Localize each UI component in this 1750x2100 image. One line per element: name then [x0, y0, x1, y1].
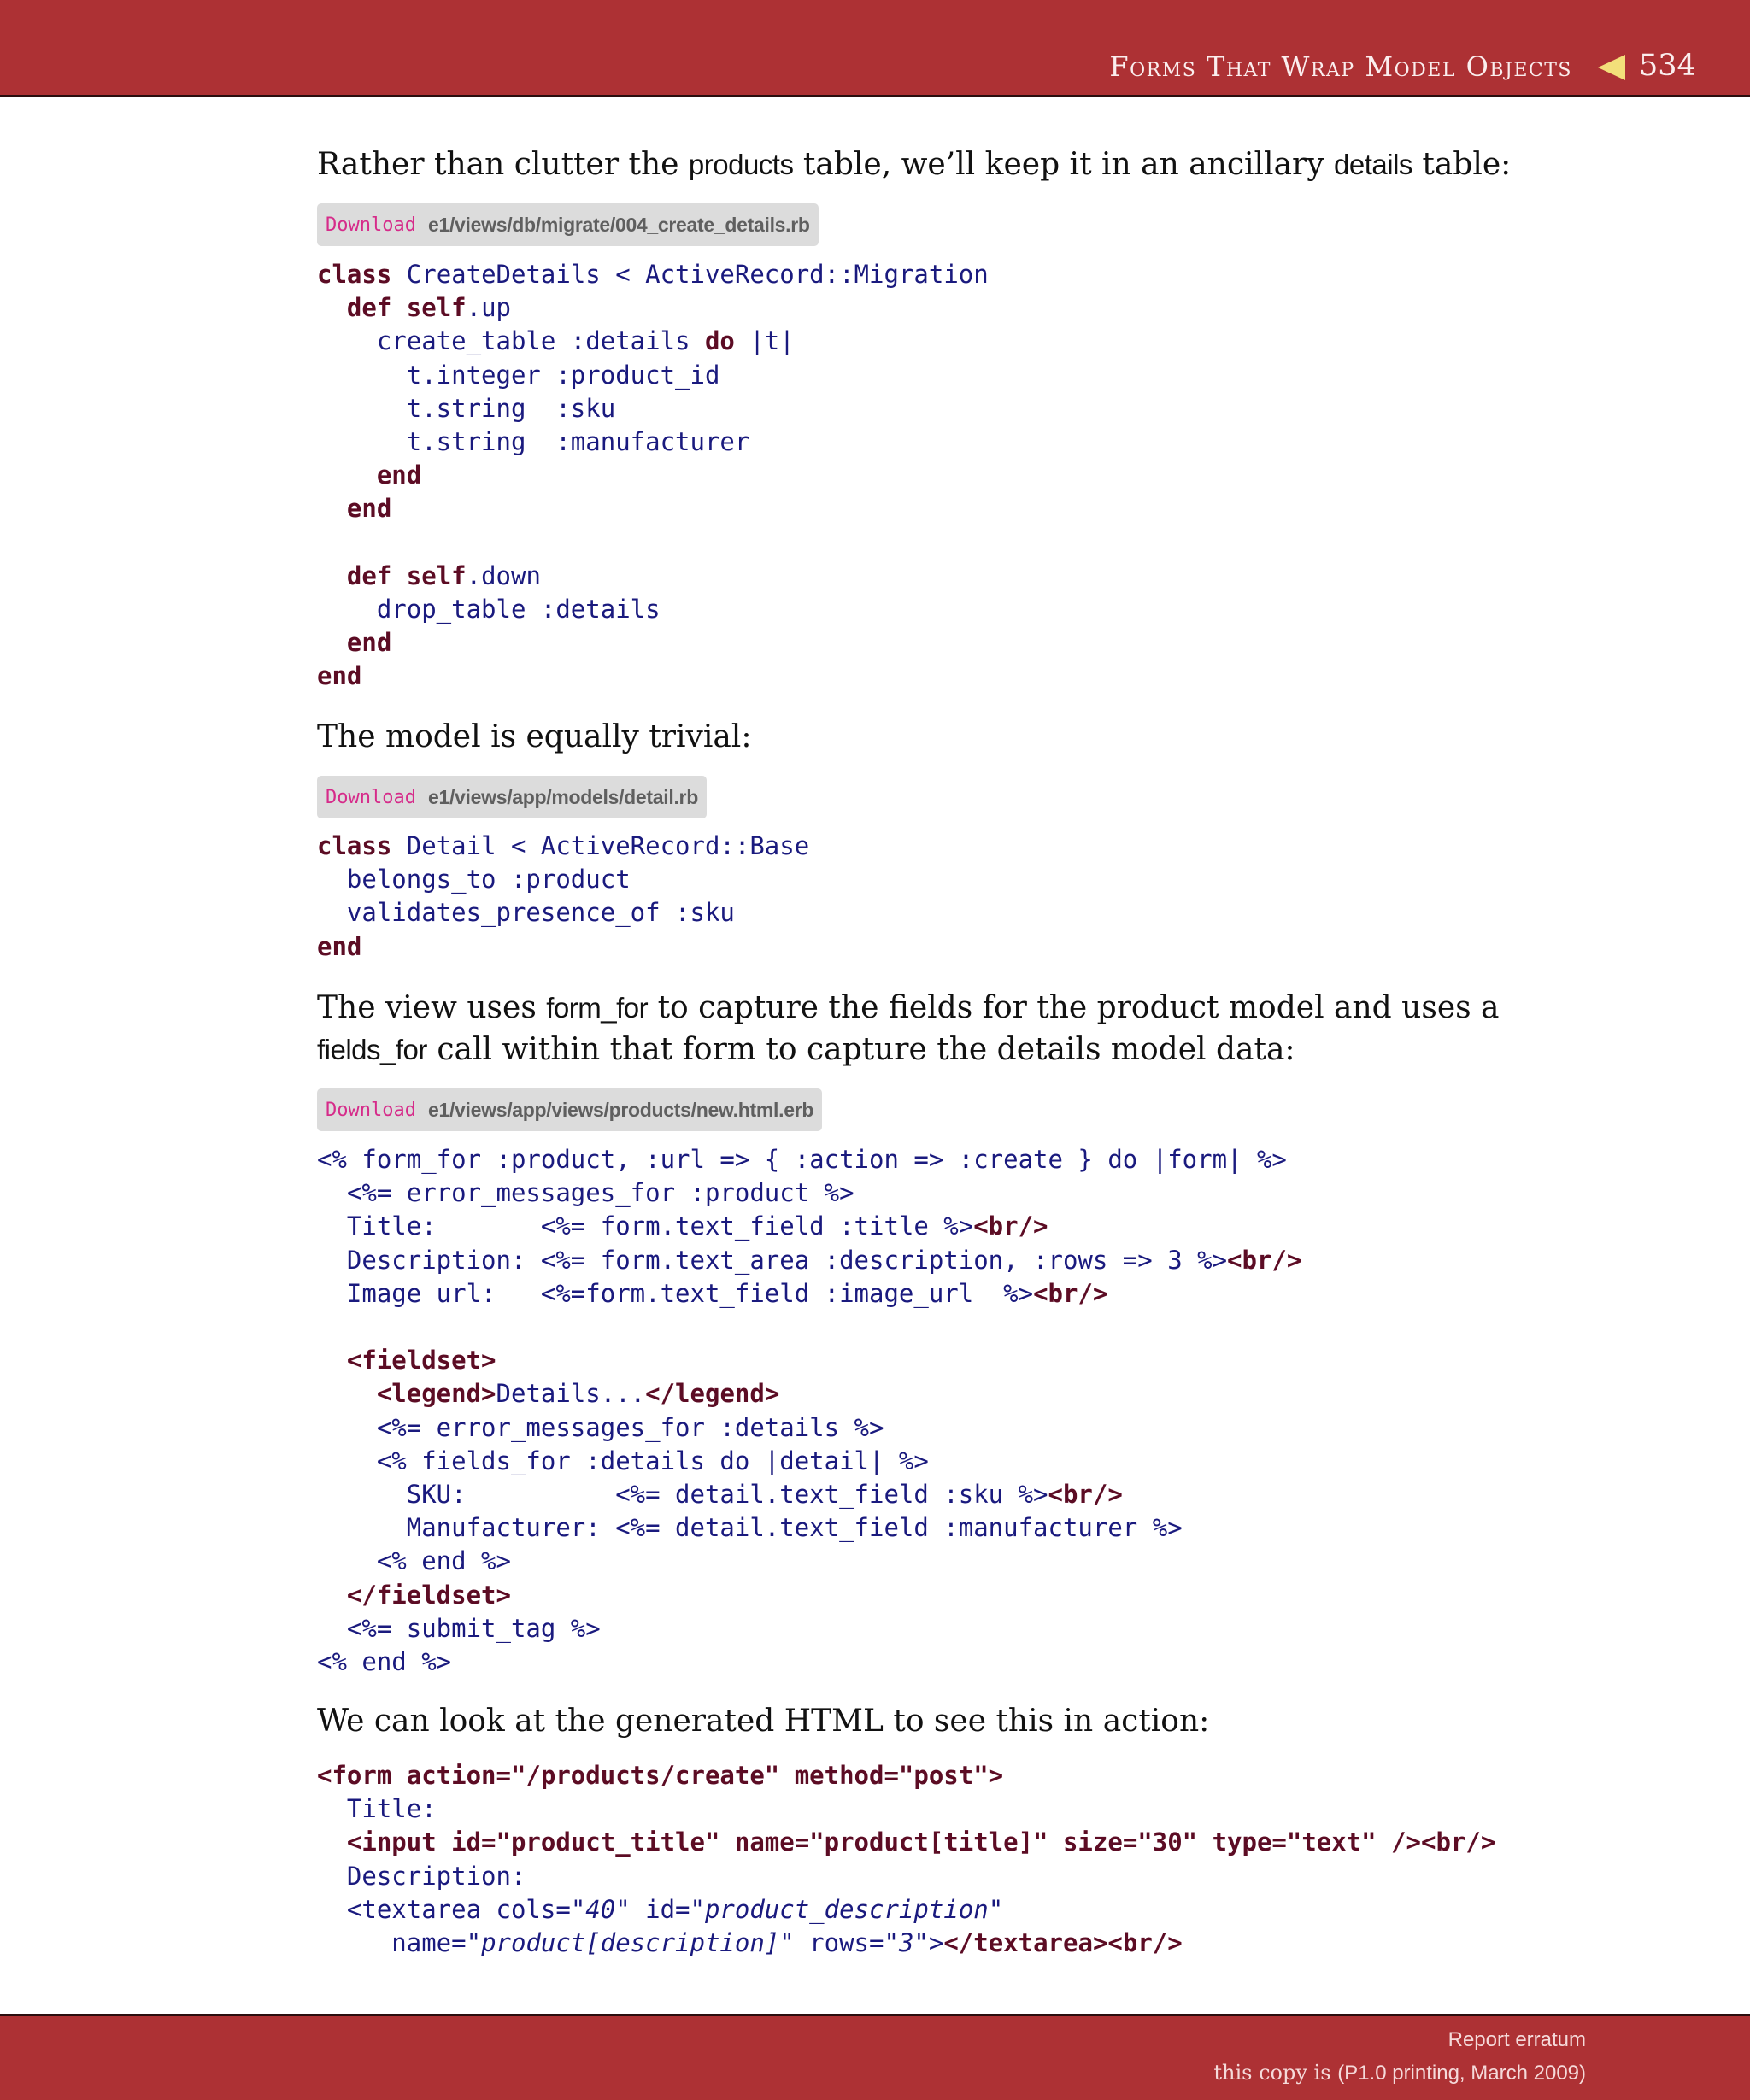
- paragraph-intro: [317, 144, 1512, 185]
- code-line: t.string :manufacturer: [317, 427, 750, 457]
- code-block-view: [317, 1143, 1301, 1679]
- code-line: </fieldset>: [346, 1580, 511, 1610]
- code-line: <% form_for :product, :url => { :action => :create } do |form| %>: [317, 1145, 1287, 1174]
- code-line: <fieldset>: [346, 1346, 496, 1376]
- code-line: validates_presence_of :sku: [317, 898, 735, 928]
- code-line: <%= error_messages_for :product %>: [317, 1178, 854, 1208]
- code-line: <%= error_messages_for :details %>: [317, 1412, 884, 1442]
- text: table:: [1412, 147, 1512, 182]
- text: Rather than clutter the: [317, 147, 689, 182]
- code-line: end: [376, 460, 422, 490]
- back-arrow-icon[interactable]: [1598, 55, 1625, 80]
- report-erratum-link[interactable]: Report erratum: [1448, 2028, 1586, 2051]
- text: to capture the fields for the product model and uses a: [648, 990, 1500, 1025]
- code-block-generated-html: [317, 1759, 1495, 1960]
- inline-code-products: products: [688, 149, 794, 180]
- code-line: <textarea cols="40" id="product_description": [317, 1894, 1004, 1924]
- download-path: e1/views/app/models/detail.rb: [427, 785, 698, 808]
- paragraph-html: We can look at the generated HTML to see this in action:: [317, 1704, 1210, 1739]
- download-bar-model[interactable]: [317, 776, 707, 818]
- code-line: belongs_to :product: [317, 865, 631, 895]
- code-line: [317, 1311, 1301, 1344]
- code-line: Image url: <%=form.text_field :image_url %><br/>: [317, 1278, 1108, 1308]
- code-line: [317, 526, 989, 560]
- download-link[interactable]: Download: [326, 786, 416, 808]
- page-number: 534: [1639, 49, 1696, 83]
- code-line: <legend>Details...</legend>: [376, 1379, 780, 1409]
- text: The view uses: [317, 990, 547, 1025]
- code-line: <%= submit_tag %>: [317, 1613, 601, 1643]
- code-line: Title: <%= form.text_field :title %><br/>: [317, 1211, 1048, 1241]
- inline-code-details: details: [1334, 149, 1412, 180]
- paragraph-model: The model is equally trivial:: [317, 719, 752, 754]
- code-line: end: [317, 661, 362, 691]
- code-line: Title:: [317, 1794, 437, 1824]
- code-line: Description:: [317, 1861, 526, 1891]
- code-line: t.integer :product_id: [317, 360, 720, 390]
- code-line: def self.up: [346, 293, 512, 323]
- code-line: class Detail < ActiveRecord::Base: [317, 831, 810, 860]
- printing-info: (P1.0 printing, March 2009): [1337, 2062, 1586, 2085]
- paragraph-view: [317, 987, 1500, 1071]
- code-line: class CreateDetails < ActiveRecord::Migration: [317, 260, 989, 289]
- code-line: t.string :sku: [317, 393, 616, 423]
- download-path: e1/views/db/migrate/004_create_details.rb: [427, 213, 810, 236]
- code-line: drop_table :details: [317, 595, 661, 625]
- code-line: end: [317, 931, 362, 961]
- download-link[interactable]: Download: [326, 214, 416, 236]
- code-line: create_table :details do |t|: [317, 326, 795, 356]
- text: table, we’ll keep it in an ancillary: [793, 147, 1335, 182]
- page-footer: [0, 2014, 1750, 2100]
- download-bar-view[interactable]: [317, 1088, 822, 1131]
- code-line: <% end %>: [317, 1546, 511, 1576]
- code-line: SKU: <%= detail.text_field :sku %><br/>: [317, 1480, 1123, 1510]
- chapter-title: Forms That Wrap Model Objects: [1109, 50, 1572, 83]
- code-line: Description: <%= form.text_area :description, :rows => 3 %><br/>: [317, 1245, 1302, 1275]
- code-line: <form action="/products/create" method="post">: [317, 1761, 1004, 1790]
- copy-prefix: this copy is: [1213, 2061, 1338, 2085]
- code-line: Manufacturer: <%= detail.text_field :manufacturer %>: [317, 1513, 1183, 1543]
- inline-code-fields-for: fields_for: [317, 1034, 427, 1065]
- code-line: <% end %>: [317, 1647, 452, 1677]
- page-header: [0, 0, 1750, 97]
- text: call within that form to capture the details model data:: [426, 1032, 1295, 1067]
- code-line: end: [346, 494, 392, 524]
- code-line: def self.down: [346, 560, 541, 590]
- download-path: e1/views/app/views/products/new.html.erb: [427, 1098, 814, 1121]
- inline-code-form-for: form_for: [546, 992, 649, 1024]
- code-line: <% fields_for :details do |detail| %>: [317, 1446, 929, 1475]
- download-link[interactable]: Download: [326, 1099, 416, 1121]
- download-bar-migration[interactable]: [317, 203, 819, 246]
- code-block-migration: [317, 258, 989, 694]
- code-line: end: [346, 628, 392, 658]
- code-line: name="product[description]" rows="3"></textarea><br/>: [317, 1928, 1183, 1958]
- code-block-model: [317, 830, 809, 964]
- code-line: <input id="product_title" name="product[title]" size="30" type="text" /><br/>: [346, 1827, 1496, 1857]
- copy-info: [1213, 2061, 1586, 2085]
